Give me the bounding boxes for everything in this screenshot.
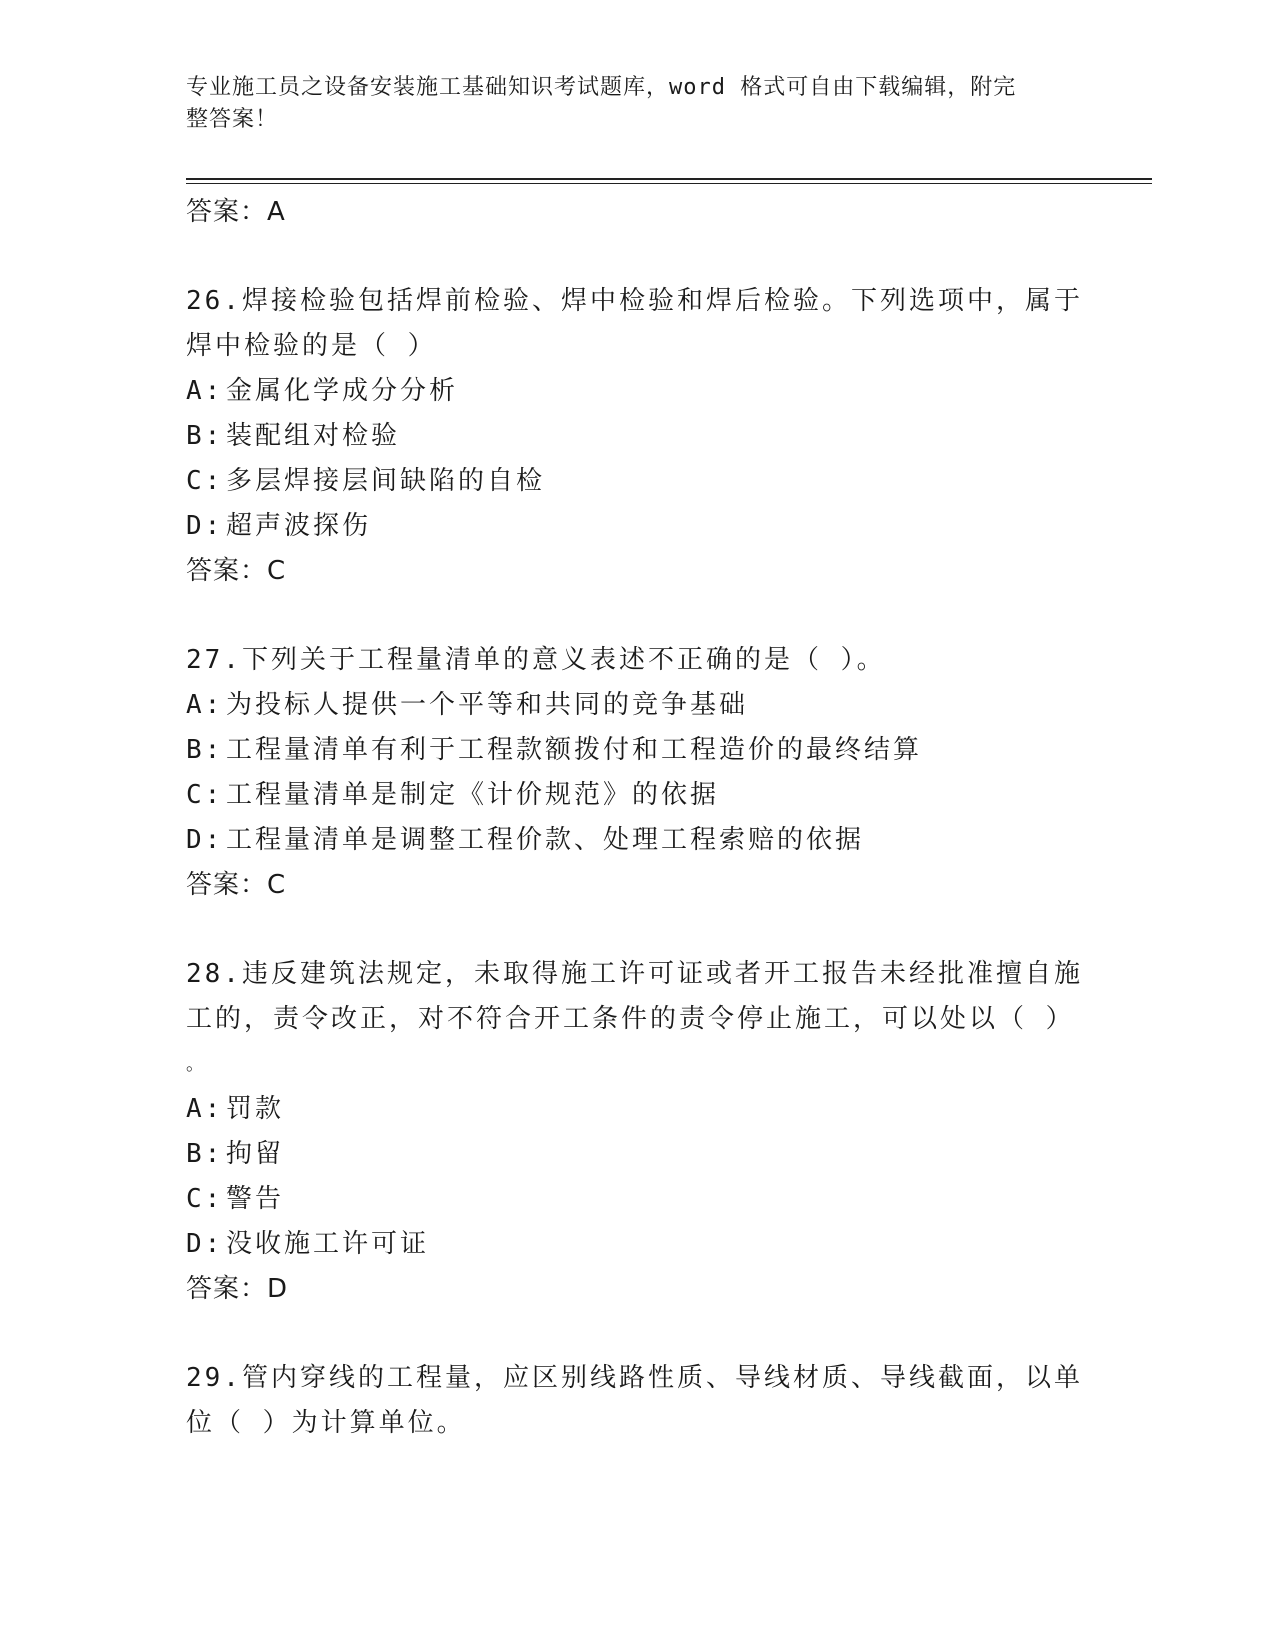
option-letter: B: — [186, 735, 224, 765]
option-letter: B: — [186, 421, 224, 451]
question-text-line: 27.下列关于工程量清单的意义表述不正确的是（ ）。 — [186, 645, 886, 675]
option-letter: D: — [186, 825, 224, 855]
option-text: 工程量清单是制定《计价规范》的依据 — [226, 780, 720, 810]
option-b — [186, 414, 1086, 459]
answer-line: 答案：C — [186, 870, 287, 900]
header-line-2: 整答案！ — [186, 107, 279, 132]
answer-line: 答案：C — [186, 556, 287, 586]
option-b — [186, 1132, 1086, 1177]
question-text-line: 位（ ）为计算单位。 — [186, 1408, 466, 1438]
option-a — [186, 369, 1086, 414]
option-d — [186, 818, 1086, 863]
option-letter: B: — [186, 1139, 224, 1169]
option-letter: A: — [186, 1094, 224, 1124]
question-text-line: 26.焊接检验包括焊前检验、焊中检验和焊后检验。下列选项中，属于 — [186, 286, 1083, 316]
question-text-line: 工的，责令改正，对不符合开工条件的责令停止施工，可以处以（ ） — [186, 1004, 1075, 1034]
option-letter: A: — [186, 376, 224, 406]
option-b — [186, 728, 1086, 773]
option-a — [186, 1087, 1086, 1132]
header-line-1: 专业施工员之设备安装施工基础知识考试题库，word 格式可自由下载编辑，附完 — [186, 75, 1017, 100]
question-text-line: 28.违反建筑法规定，未取得施工许可证或者开工报告未经批准擅自施 — [186, 959, 1083, 989]
option-letter: A: — [186, 690, 224, 720]
option-letter: C: — [186, 466, 224, 496]
option-text: 警告 — [226, 1184, 285, 1214]
option-letter: C: — [186, 780, 224, 810]
option-d — [186, 1222, 1086, 1267]
option-letter: C: — [186, 1184, 224, 1214]
option-text: 超声波探伤 — [226, 511, 372, 541]
option-c — [186, 459, 1086, 504]
option-text: 罚款 — [226, 1094, 285, 1124]
option-d — [186, 504, 1086, 549]
option-text: 工程量清单是调整工程价款、处理工程索赔的依据 — [226, 825, 865, 855]
option-text: 金属化学成分分析 — [226, 376, 459, 406]
option-letter: D: — [186, 511, 224, 541]
question-text-tail: 。 — [186, 1054, 207, 1075]
answer-line: 答案：D — [186, 1274, 289, 1304]
header-divider-thick — [186, 178, 1152, 180]
question-28 — [186, 952, 1086, 1312]
page-header — [186, 72, 1066, 136]
question-29 — [186, 1356, 1086, 1446]
option-text: 多层焊接层间缺陷的自检 — [226, 466, 546, 496]
option-text: 装配组对检验 — [226, 421, 401, 451]
option-c — [186, 1177, 1086, 1222]
option-c — [186, 773, 1086, 818]
question-26 — [186, 279, 1086, 594]
option-a — [186, 683, 1086, 728]
option-text: 拘留 — [226, 1139, 285, 1169]
question-text-line: 29.管内穿线的工程量，应区别线路性质、导线材质、导线截面，以单 — [186, 1363, 1083, 1393]
header-divider-thin — [186, 183, 1152, 184]
option-text: 工程量清单有利于工程款额拨付和工程造价的最终结算 — [226, 735, 923, 765]
question-text-line: 焊中检验的是（ ） — [186, 331, 437, 361]
option-letter: D: — [186, 1229, 224, 1259]
question-27 — [186, 638, 1086, 908]
document-body — [186, 190, 1086, 1446]
option-text: 为投标人提供一个平等和共同的竞争基础 — [226, 690, 749, 720]
option-text: 没收施工许可证 — [226, 1229, 430, 1259]
answer-line: 答案：A — [186, 197, 286, 227]
